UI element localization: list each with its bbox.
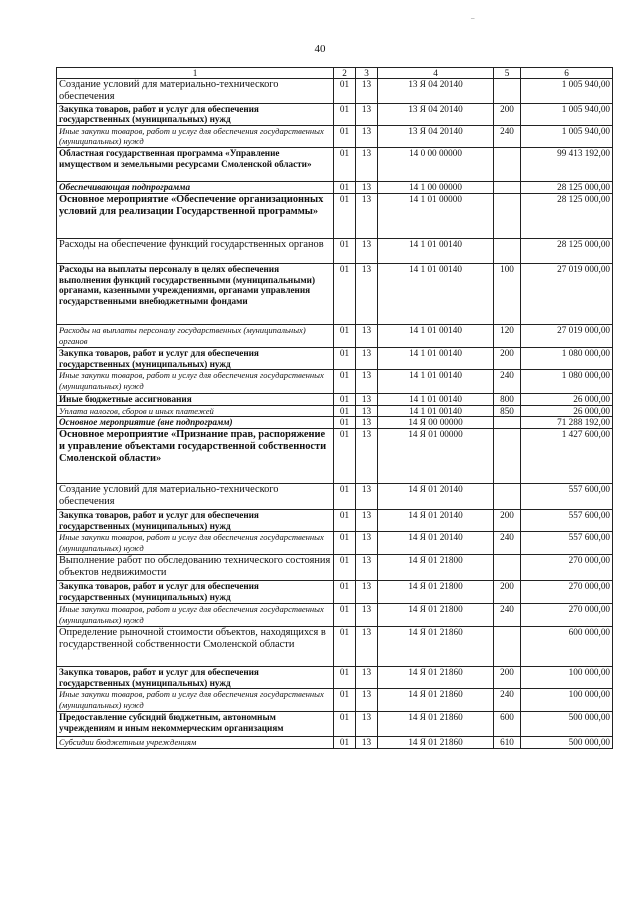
row-expense-type: 200	[494, 667, 521, 689]
table-row	[57, 483, 613, 509]
row-section: 01	[334, 193, 356, 238]
row-target-code: 14 Я 01 20140	[378, 509, 494, 531]
table-row	[57, 238, 613, 263]
row-section: 01	[334, 428, 356, 483]
row-name: Предоставление субсидий бюджетным, автономным учреждениям и иным некоммерческим организациям	[57, 712, 334, 737]
table-row	[57, 324, 613, 347]
row-target-code: 14 1 01 00140	[378, 370, 494, 394]
row-amount: 557 600,00	[521, 532, 613, 555]
row-name: Иные закупки товаров, работ и услуг для обеспечения государственных (муниципальных) нужд	[57, 689, 334, 712]
row-expense-type: 200	[494, 581, 521, 604]
row-amount: 27 019 000,00	[521, 324, 613, 347]
row-amount: 557 600,00	[521, 483, 613, 509]
row-subsection: 13	[356, 405, 378, 417]
row-target-code: 14 Я 01 21860	[378, 737, 494, 749]
row-expense-type	[494, 181, 521, 193]
table-row	[57, 79, 613, 104]
row-section: 01	[334, 263, 356, 324]
row-target-code: 14 1 01 00140	[378, 324, 494, 347]
row-expense-type	[494, 79, 521, 104]
row-amount: 28 125 000,00	[521, 193, 613, 238]
row-subsection: 13	[356, 370, 378, 394]
row-expense-type	[494, 417, 521, 429]
row-name: Закупка товаров, работ и услуг для обеспечения государственных (муниципальных) нужд	[57, 509, 334, 531]
row-name: Основное мероприятие (вне подпрограмм)	[57, 417, 334, 429]
row-name: Выполнение работ по обследованию технического состояния объектов недвижимости	[57, 555, 334, 581]
row-section: 01	[334, 394, 356, 406]
row-target-code: 14 1 01 00140	[378, 238, 494, 263]
row-expense-type: 240	[494, 125, 521, 147]
row-target-code: 14 Я 01 20140	[378, 532, 494, 555]
row-subsection: 13	[356, 394, 378, 406]
table-row	[57, 428, 613, 483]
row-expense-type: 200	[494, 509, 521, 531]
row-subsection: 13	[356, 689, 378, 712]
row-target-code: 14 Я 01 21800	[378, 581, 494, 604]
row-target-code: 13 Я 04 20140	[378, 103, 494, 125]
row-section: 01	[334, 581, 356, 604]
row-name: Обеспечивающая подпрограмма	[57, 181, 334, 193]
row-subsection: 13	[356, 667, 378, 689]
table-row	[57, 712, 613, 737]
row-name: Уплата налогов, сборов и иных платежей	[57, 405, 334, 417]
row-name: Закупка товаров, работ и услуг для обеспечения государственных (муниципальных) нужд	[57, 581, 334, 604]
table-row	[57, 737, 613, 749]
row-subsection: 13	[356, 604, 378, 627]
row-subsection: 13	[356, 712, 378, 737]
row-target-code: 14 Я 01 21860	[378, 689, 494, 712]
row-subsection: 13	[356, 509, 378, 531]
table-row	[57, 147, 613, 181]
row-amount: 500 000,00	[521, 712, 613, 737]
table-row	[57, 555, 613, 581]
row-subsection: 13	[356, 263, 378, 324]
row-amount: 500 000,00	[521, 737, 613, 749]
row-section: 01	[334, 405, 356, 417]
row-expense-type	[494, 428, 521, 483]
row-amount: 270 000,00	[521, 581, 613, 604]
row-section: 01	[334, 125, 356, 147]
column-header: 5	[494, 68, 521, 79]
row-amount: 27 019 000,00	[521, 263, 613, 324]
row-target-code: 14 1 01 00140	[378, 263, 494, 324]
row-target-code: 14 Я 01 21860	[378, 667, 494, 689]
row-expense-type: 120	[494, 324, 521, 347]
row-expense-type: 240	[494, 532, 521, 555]
table-row	[57, 532, 613, 555]
row-amount: 1 005 940,00	[521, 103, 613, 125]
row-subsection: 13	[356, 555, 378, 581]
row-name: Иные закупки товаров, работ и услуг для обеспечения государственных (муниципальных) нужд	[57, 370, 334, 394]
row-target-code: 14 Я 01 20140	[378, 483, 494, 509]
row-subsection: 13	[356, 147, 378, 181]
column-header-row	[57, 68, 613, 79]
row-subsection: 13	[356, 347, 378, 369]
row-name: Определение рыночной стоимости объектов, находящихся в государственной собственности Смоленской области	[57, 627, 334, 667]
row-target-code: 14 Я 01 21800	[378, 555, 494, 581]
row-section: 01	[334, 79, 356, 104]
row-section: 01	[334, 604, 356, 627]
row-expense-type: 100	[494, 263, 521, 324]
row-subsection: 13	[356, 581, 378, 604]
row-subsection: 13	[356, 125, 378, 147]
table-row	[57, 604, 613, 627]
row-target-code: 14 Я 00 00000	[378, 417, 494, 429]
row-expense-type: 200	[494, 347, 521, 369]
row-expense-type: 800	[494, 394, 521, 406]
table-row	[57, 263, 613, 324]
row-section: 01	[334, 667, 356, 689]
row-name: Иные бюджетные ассигнования	[57, 394, 334, 406]
row-target-code: 14 1 01 00140	[378, 405, 494, 417]
row-expense-type	[494, 627, 521, 667]
row-amount: 1 005 940,00	[521, 125, 613, 147]
row-section: 01	[334, 181, 356, 193]
row-amount: 1 005 940,00	[521, 79, 613, 104]
row-name: Расходы на обеспечение функций государственных органов	[57, 238, 334, 263]
row-target-code: 13 Я 04 20140	[378, 79, 494, 104]
row-section: 01	[334, 555, 356, 581]
row-expense-type: 240	[494, 689, 521, 712]
row-amount: 26 000,00	[521, 394, 613, 406]
row-name: Областная государственная программа «Управление имуществом и земельными ресурсами Смоленской области»	[57, 147, 334, 181]
row-target-code: 14 1 00 00000	[378, 181, 494, 193]
row-expense-type: 850	[494, 405, 521, 417]
row-expense-type	[494, 483, 521, 509]
row-section: 01	[334, 712, 356, 737]
row-target-code: 14 Я 01 21860	[378, 712, 494, 737]
table-row	[57, 581, 613, 604]
row-name: Иные закупки товаров, работ и услуг для обеспечения государственных (муниципальных) нужд	[57, 125, 334, 147]
table-row	[57, 181, 613, 193]
row-amount: 270 000,00	[521, 604, 613, 627]
row-section: 01	[334, 103, 356, 125]
row-section: 01	[334, 509, 356, 531]
row-subsection: 13	[356, 181, 378, 193]
row-expense-type	[494, 555, 521, 581]
column-header: 1	[57, 68, 334, 79]
row-subsection: 13	[356, 627, 378, 667]
row-name: Закупка товаров, работ и услуг для обеспечения государственных (муниципальных) нужд	[57, 667, 334, 689]
row-amount: 1 080 000,00	[521, 347, 613, 369]
row-section: 01	[334, 483, 356, 509]
column-header: 2	[334, 68, 356, 79]
corner-mark: –	[471, 14, 475, 22]
row-name: Основное мероприятие «Признание прав, распоряжение и управление объектами государственной собственности Смоленской области»	[57, 428, 334, 483]
table-row	[57, 103, 613, 125]
row-amount: 71 288 192,00	[521, 417, 613, 429]
row-name: Закупка товаров, работ и услуг для обеспечения государственных (муниципальных) нужд	[57, 347, 334, 369]
row-subsection: 13	[356, 428, 378, 483]
row-name: Создание условий для материально-технического обеспечения	[57, 79, 334, 104]
row-subsection: 13	[356, 238, 378, 263]
row-target-code: 13 Я 04 20140	[378, 125, 494, 147]
table-row	[57, 405, 613, 417]
row-amount: 99 413 192,00	[521, 147, 613, 181]
table-row	[57, 347, 613, 369]
column-header: 3	[356, 68, 378, 79]
row-name: Иные закупки товаров, работ и услуг для обеспечения государственных (муниципальных) нужд	[57, 532, 334, 555]
table-row	[57, 667, 613, 689]
column-header: 4	[378, 68, 494, 79]
row-section: 01	[334, 689, 356, 712]
row-expense-type	[494, 147, 521, 181]
row-amount: 557 600,00	[521, 509, 613, 531]
row-target-code: 14 Я 01 21800	[378, 604, 494, 627]
row-name: Закупка товаров, работ и услуг для обеспечения государственных (муниципальных) нужд	[57, 103, 334, 125]
row-section: 01	[334, 532, 356, 555]
table-row	[57, 509, 613, 531]
row-expense-type: 240	[494, 604, 521, 627]
row-subsection: 13	[356, 79, 378, 104]
row-name: Иные закупки товаров, работ и услуг для обеспечения государственных (муниципальных) нужд	[57, 604, 334, 627]
row-section: 01	[334, 347, 356, 369]
row-amount: 28 125 000,00	[521, 238, 613, 263]
row-section: 01	[334, 627, 356, 667]
row-target-code: 14 Я 01 00000	[378, 428, 494, 483]
row-expense-type: 200	[494, 103, 521, 125]
table-row	[57, 125, 613, 147]
row-expense-type: 240	[494, 370, 521, 394]
row-target-code: 14 1 01 00140	[378, 347, 494, 369]
table-row	[57, 627, 613, 667]
row-amount: 100 000,00	[521, 689, 613, 712]
table-row	[57, 193, 613, 238]
row-subsection: 13	[356, 532, 378, 555]
row-amount: 28 125 000,00	[521, 181, 613, 193]
row-expense-type: 600	[494, 712, 521, 737]
table-row	[57, 417, 613, 429]
row-target-code: 14 1 01 00000	[378, 193, 494, 238]
row-target-code: 14 Я 01 21860	[378, 627, 494, 667]
row-section: 01	[334, 370, 356, 394]
table-row	[57, 370, 613, 394]
row-expense-type: 610	[494, 737, 521, 749]
table-row	[57, 689, 613, 712]
row-amount: 100 000,00	[521, 667, 613, 689]
row-amount: 1 080 000,00	[521, 370, 613, 394]
row-name: Создание условий для материально-технического обеспечения	[57, 483, 334, 509]
row-section: 01	[334, 737, 356, 749]
row-section: 01	[334, 238, 356, 263]
row-section: 01	[334, 147, 356, 181]
row-subsection: 13	[356, 103, 378, 125]
row-subsection: 13	[356, 324, 378, 347]
page-number: 40	[314, 43, 326, 55]
table-row	[57, 394, 613, 406]
row-section: 01	[334, 324, 356, 347]
row-amount: 270 000,00	[521, 555, 613, 581]
row-expense-type	[494, 238, 521, 263]
budget-table	[56, 67, 613, 749]
row-amount: 26 000,00	[521, 405, 613, 417]
row-name: Основное мероприятие «Обеспечение организационных условий для реализации Государственной программы»	[57, 193, 334, 238]
row-name: Субсидии бюджетным учреждениям	[57, 737, 334, 749]
row-section: 01	[334, 417, 356, 429]
column-header: 6	[521, 68, 613, 79]
row-subsection: 13	[356, 483, 378, 509]
row-amount: 1 427 600,00	[521, 428, 613, 483]
row-amount: 600 000,00	[521, 627, 613, 667]
row-subsection: 13	[356, 193, 378, 238]
row-target-code: 14 0 00 00000	[378, 147, 494, 181]
row-expense-type	[494, 193, 521, 238]
row-target-code: 14 1 01 00140	[378, 394, 494, 406]
row-subsection: 13	[356, 737, 378, 749]
row-name: Расходы на выплаты персоналу государственных (муниципальных) органов	[57, 324, 334, 347]
row-subsection: 13	[356, 417, 378, 429]
row-name: Расходы на выплаты персоналу в целях обеспечения выполнения функций государственными (муниципальными) органами, казенными учреждениями, органами управления государственными внебюджетными фондами	[57, 263, 334, 324]
